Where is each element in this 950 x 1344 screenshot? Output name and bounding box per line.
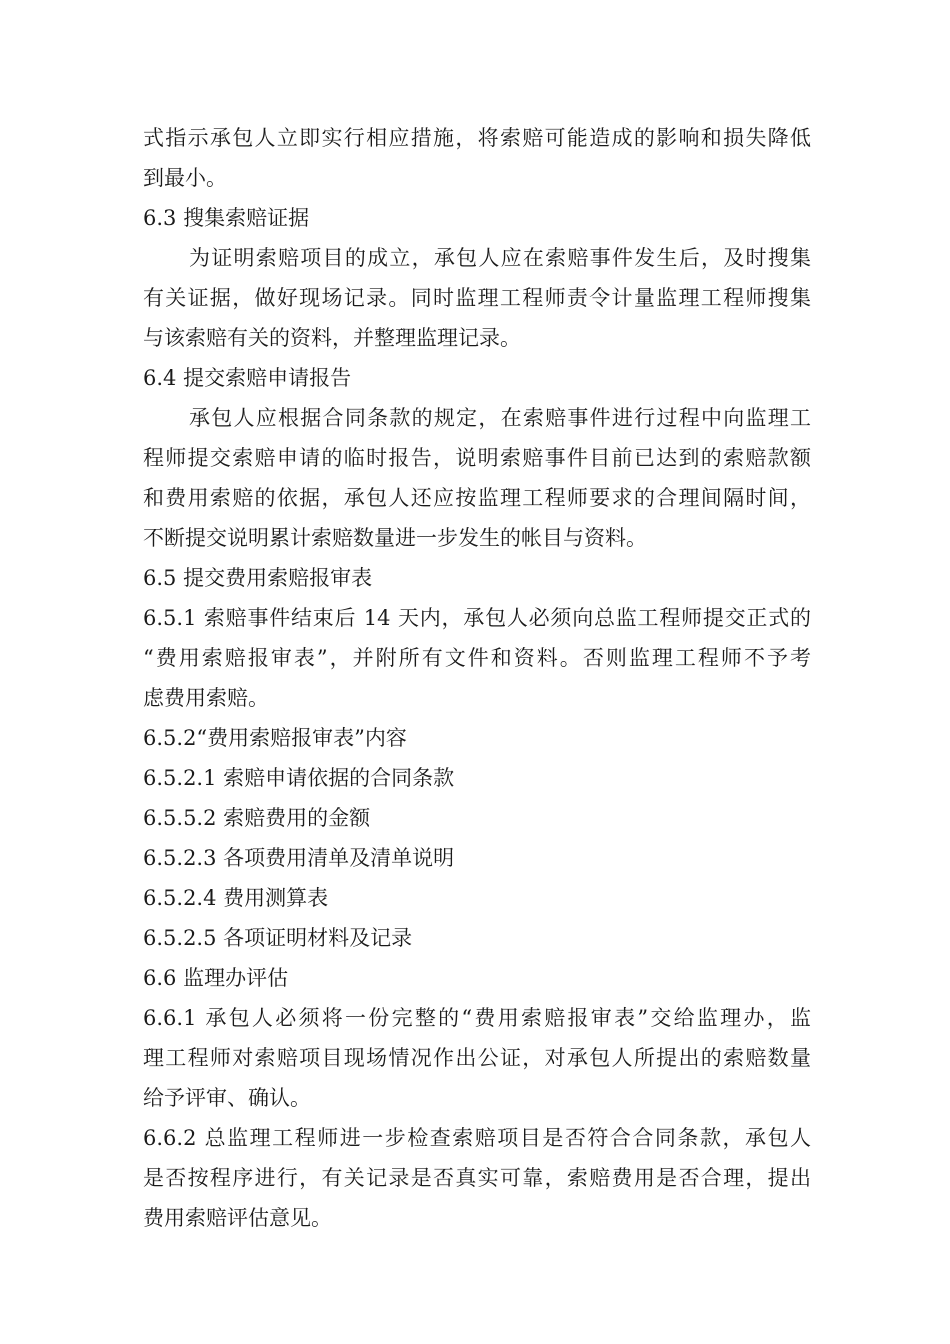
- paragraph-line: 程师提交索赔申请的临时报告，说明索赔事件目前已达到的索赔款额: [143, 446, 811, 470]
- list-item: 6.5.2.4 费用测算表: [143, 886, 329, 910]
- paragraph-line: 和费用索赔的依据，承包人还应按监理工程师要求的合理间隔时间，: [143, 486, 811, 510]
- paragraph-line: 6.5.1 索赔事件结束后 14 天内，承包人必须向总监工程师提交正式的: [143, 606, 811, 630]
- section-heading: 6.4 提交索赔申请报告: [143, 366, 352, 390]
- paragraph-line: 式指示承包人立即实行相应措施，将索赔可能造成的影响和损失降低: [143, 126, 811, 150]
- paragraph-line: 虑费用索赔。: [143, 686, 269, 710]
- paragraph-line: 有关证据，做好现场记录。同时监理工程师责令计量监理工程师搜集: [143, 286, 811, 310]
- paragraph-line: 6.6.2 总监理工程师进一步检查索赔项目是否符合合同条款，承包人: [143, 1126, 811, 1150]
- paragraph-line: 给予评审、确认。: [143, 1086, 311, 1110]
- paragraph-line: 与该索赔有关的资料，并整理监理记录。: [143, 326, 521, 350]
- paragraph-line: 为证明索赔项目的成立，承包人应在索赔事件发生后，及时搜集: [189, 246, 811, 270]
- paragraph-line: 6.6.1 承包人必须将一份完整的“费用索赔报审表”交给监理办，监: [143, 1006, 811, 1030]
- paragraph-line: 不断提交说明累计索赔数量进一步发生的帐目与资料。: [143, 526, 647, 550]
- paragraph-line: 费用索赔评估意见。: [143, 1206, 332, 1230]
- subsection-heading: 6.5.2“费用索赔报审表”内容: [143, 726, 407, 750]
- paragraph-line: 是否按程序进行，有关记录是否真实可靠，索赔费用是否合理，提出: [143, 1166, 811, 1190]
- paragraph-line: 到最小。: [143, 166, 227, 190]
- list-item: 6.5.2.1 索赔申请依据的合同条款: [143, 766, 455, 790]
- list-item: 6.5.5.2 索赔费用的金额: [143, 806, 371, 830]
- section-heading: 6.5 提交费用索赔报审表: [143, 566, 373, 590]
- paragraph-line: “费用索赔报审表”，并附所有文件和资料。否则监理工程师不予考: [143, 646, 811, 670]
- list-item: 6.5.2.5 各项证明材料及记录: [143, 926, 413, 950]
- list-item: 6.5.2.3 各项费用清单及清单说明: [143, 846, 455, 870]
- paragraph-line: 承包人应根据合同条款的规定，在索赔事件进行过程中向监理工: [189, 406, 811, 430]
- section-heading: 6.6 监理办评估: [143, 966, 289, 990]
- document-body: [143, 118, 811, 1238]
- section-heading: 6.3 搜集索赔证据: [143, 206, 310, 230]
- paragraph-line: 理工程师对索赔项目现场情况作出公证，对承包人所提出的索赔数量: [143, 1046, 811, 1070]
